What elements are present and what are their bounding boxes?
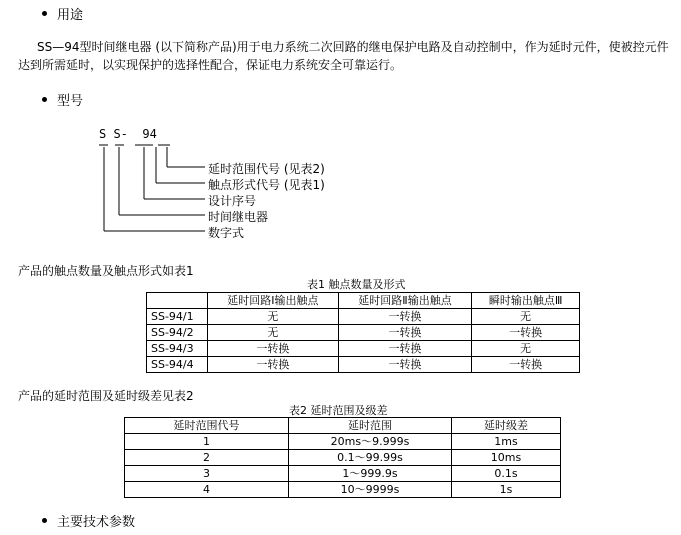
model-label-design-no: 设计序号 [208,194,257,208]
table-cell: 0.1s [452,466,561,482]
model-code: S S- 94 [99,127,157,141]
table-header-cell: 延时回路Ⅰ输出触点 [208,293,339,309]
table-cell: 1～999.9s [289,466,452,482]
table2 [124,417,561,498]
table-cell: 1 [125,434,289,450]
table-cell: 3 [125,466,289,482]
table-header-cell [147,293,208,309]
table-header-cell: 延时范围 [289,418,452,434]
model-label-contact-form: 触点形式代号 (见表1) [208,178,325,192]
table-cell: 20ms～9.999s [289,434,452,450]
table-cell: 1s [452,482,561,498]
table-header-cell: 延时回路Ⅱ输出触点 [338,293,472,309]
table-cell: 一转换 [338,357,472,373]
table1-caption: 表1 触点数量及形式 [307,278,406,291]
table-header-cell: 瞬时输出触点Ⅲ [472,293,580,309]
table-header-cell: 延时级差 [452,418,561,434]
model-label-delay-range: 延时范围代号 (见表2) [208,162,325,176]
table-row [125,434,561,450]
usage-paragraph-line2: 达到所需延时，以实现保护的选择性配合，保证电力系统安全可靠运行。 [18,58,403,72]
table-cell: 无 [472,341,580,357]
model-label-time-relay: 时间继电器 [208,210,269,224]
table-cell: 4 [125,482,289,498]
table-cell: 一转换 [472,325,580,341]
table-row [147,325,580,341]
table-cell: 无 [472,309,580,325]
table-row [147,309,580,325]
model-label-digital: 数字式 [208,226,245,240]
table-row [125,466,561,482]
table-header-cell: 延时范围代号 [125,418,289,434]
table-cell: 无 [208,325,339,341]
table-cell: 一转换 [338,309,472,325]
table1-intro: 产品的触点数量及触点形式如表1 [18,264,194,278]
table-cell: 一转换 [208,357,339,373]
heading-usage: 用途 [57,8,84,23]
usage-paragraph-line1: SS—94型时间继电器 (以下简称产品)用于电力系统二次回路的继电保护电路及自动控制中，作为延时元件，使被控元件 [37,40,669,54]
table2-caption: 表2 延时范围及级差 [289,404,388,417]
table-cell: 一转换 [338,325,472,341]
table-cell: 10～9999s [289,482,452,498]
table-cell: 1ms [452,434,561,450]
table-cell: 2 [125,450,289,466]
heading-model: 型号 [57,94,84,109]
table2-intro: 产品的延时范围及延时级差见表2 [18,389,194,403]
table-cell: 一转换 [338,341,472,357]
table-cell: 10ms [452,450,561,466]
table-cell: 一转换 [472,357,580,373]
table-row [147,341,580,357]
table-cell: SS-94/2 [147,325,208,341]
table-cell: 一转换 [208,341,339,357]
table-cell: SS-94/3 [147,341,208,357]
table-header-row [147,293,580,309]
table-cell: SS-94/4 [147,357,208,373]
table-row [125,482,561,498]
bullet-model [42,97,47,102]
table-row [147,357,580,373]
table-cell: 无 [208,309,339,325]
table-row [125,450,561,466]
heading-specs: 主要技术参数 [57,515,136,530]
bullet-usage [42,11,47,16]
table-cell: SS-94/1 [147,309,208,325]
table-header-row [125,418,561,434]
bullet-specs [42,518,47,523]
table-cell: 0.1～99.99s [289,450,452,466]
table1 [146,292,580,373]
